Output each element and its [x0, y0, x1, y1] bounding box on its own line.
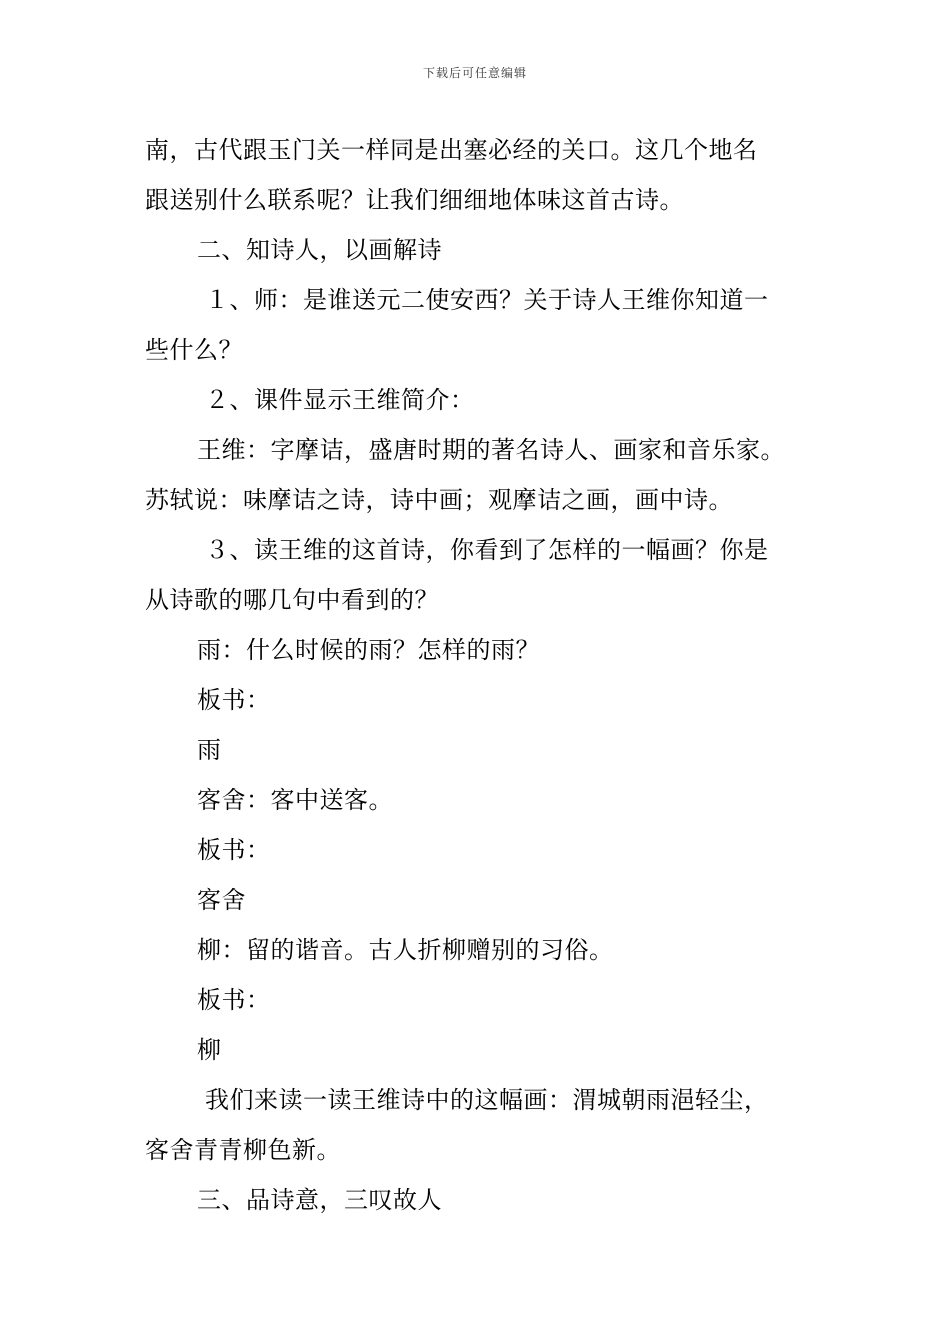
text-line: 雨 — [197, 736, 222, 764]
text-line: 王维：字摩诘，盛唐时期的著名诗人、画家和音乐家。 — [197, 436, 785, 464]
page-header: 下载后可任意编辑 — [422, 66, 527, 80]
text-line: 雨：什么时候的雨？怎样的雨？ — [197, 636, 540, 664]
text-line: 柳 — [197, 1036, 222, 1064]
text-line: 柳：留的谐音。古人折柳赠别的习俗。 — [197, 936, 614, 964]
text-line: 客舍青青柳色新。 — [145, 1136, 341, 1164]
text-line: 跟送别什么联系呢？让我们细细地体味这首古诗。 — [145, 186, 684, 214]
text-line: 从诗歌的哪几句中看到的？ — [145, 586, 439, 614]
text-line: ３、读王维的这首诗，你看到了怎样的一幅画？你是 — [205, 536, 769, 564]
text-line: 些什么？ — [145, 336, 243, 364]
text-line: 我们来读一读王维诗中的这幅画：渭城朝雨浥轻尘， — [205, 1086, 769, 1114]
section-heading: 二、知诗人，以画解诗 — [197, 236, 442, 264]
text-line: 南，古代跟玉门关一样同是出塞必经的关口。这几个地名 — [145, 136, 758, 164]
section-heading: 三、品诗意，三叹故人 — [197, 1186, 442, 1214]
text-line: 客舍 — [197, 886, 246, 914]
text-line: 苏轼说：味摩诘之诗，诗中画；观摩诘之画，画中诗。 — [145, 486, 733, 514]
text-line: 板书： — [197, 836, 271, 864]
text-line: １、师：是谁送元二使安西？关于诗人王维你知道一 — [205, 286, 769, 314]
text-line: 客舍：客中送客。 — [197, 786, 393, 814]
text-line: 板书： — [197, 686, 271, 714]
text-line: ２、课件显示王维简介： — [205, 386, 475, 414]
text-line: 板书： — [197, 986, 271, 1014]
